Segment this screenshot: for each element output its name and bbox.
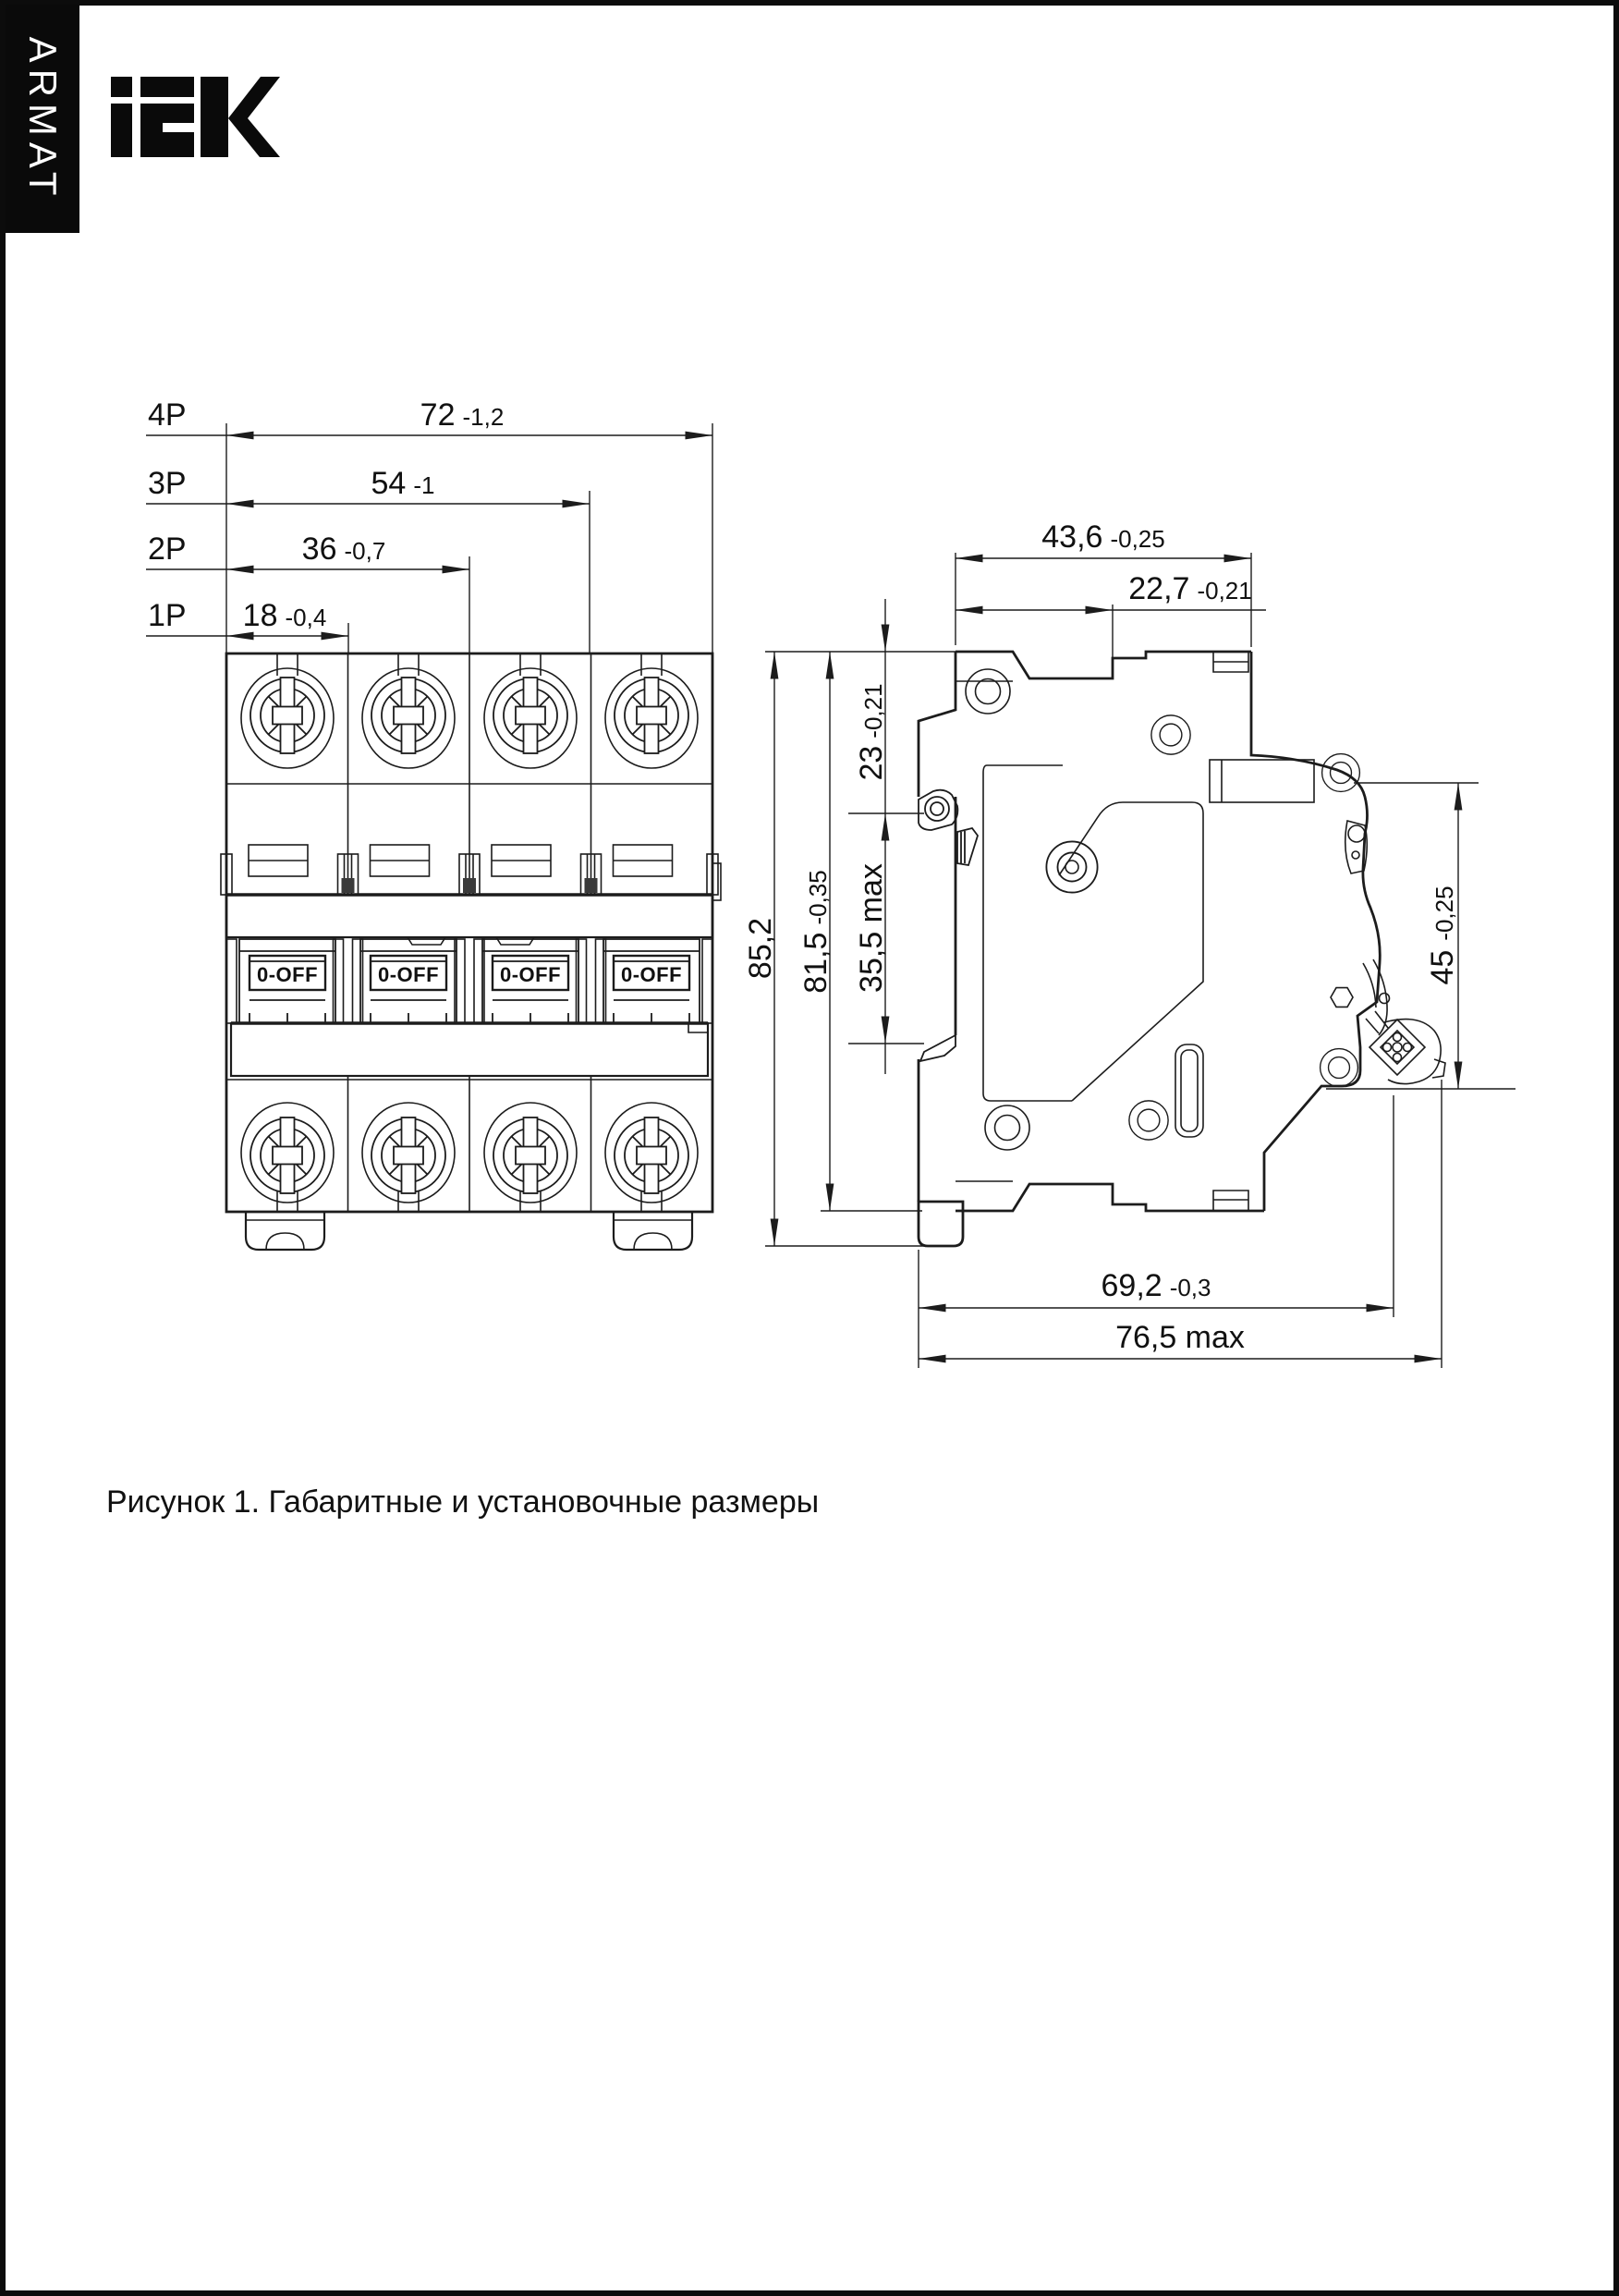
pole-clips — [221, 845, 721, 900]
side-body-outline — [919, 652, 1380, 1246]
switch-label-1: 0-OFF — [256, 963, 319, 986]
switch-label-2: 0-OFF — [377, 963, 440, 986]
dim-top-to-rail: 23-0,21 — [854, 683, 889, 781]
figure-caption: Рисунок 1. Габаритные и установочные размеры — [106, 1484, 820, 1520]
brand-vertical-label: ARMAT — [21, 36, 65, 202]
iek-logo — [111, 77, 280, 157]
dim-3p: 54 -1 — [371, 466, 435, 501]
pole-label-3p: 3P — [148, 466, 187, 501]
side-view-dimensions — [743, 519, 1516, 1368]
mounting-feet — [246, 1212, 692, 1250]
pole-label-1p: 1P — [148, 598, 187, 633]
side-interior — [966, 669, 1445, 1150]
front-view — [221, 653, 721, 1250]
dim-depth-max: 76,5 max — [1115, 1320, 1245, 1355]
front-view-dimensions — [146, 397, 712, 653]
switch-labels — [257, 963, 682, 986]
din-latch — [919, 790, 978, 1061]
dim-width-front: 22,7 -0,21 — [1128, 571, 1252, 606]
dim-1p: 18 -0,4 — [242, 598, 327, 633]
lower-band — [231, 1023, 708, 1076]
dim-width-full: 43,6 -0,25 — [1041, 519, 1165, 555]
switch-label-4: 0-OFF — [620, 963, 683, 986]
dim-height-full: 85,2 — [743, 917, 778, 980]
pole-label-2p: 2P — [148, 531, 187, 567]
upper-band — [226, 895, 712, 945]
dim-front-face: 45-0,25 — [1425, 885, 1460, 985]
dim-depth: 69,2 -0,3 — [1101, 1268, 1211, 1303]
side-view — [919, 652, 1445, 1246]
dim-2p: 36 -0,7 — [301, 531, 386, 567]
switch-label-3: 0-OFF — [499, 963, 562, 986]
brand-bar — [6, 5, 79, 233]
dim-4p: 72 -1,2 — [420, 397, 505, 433]
pole-label-4p: 4P — [148, 397, 187, 433]
dim-height-body: 81,5-0,35 — [798, 870, 834, 994]
wire-clamp — [1366, 1011, 1445, 1084]
page-border — [3, 3, 1616, 2293]
dim-rail-zone: 35,5 max — [854, 863, 889, 993]
